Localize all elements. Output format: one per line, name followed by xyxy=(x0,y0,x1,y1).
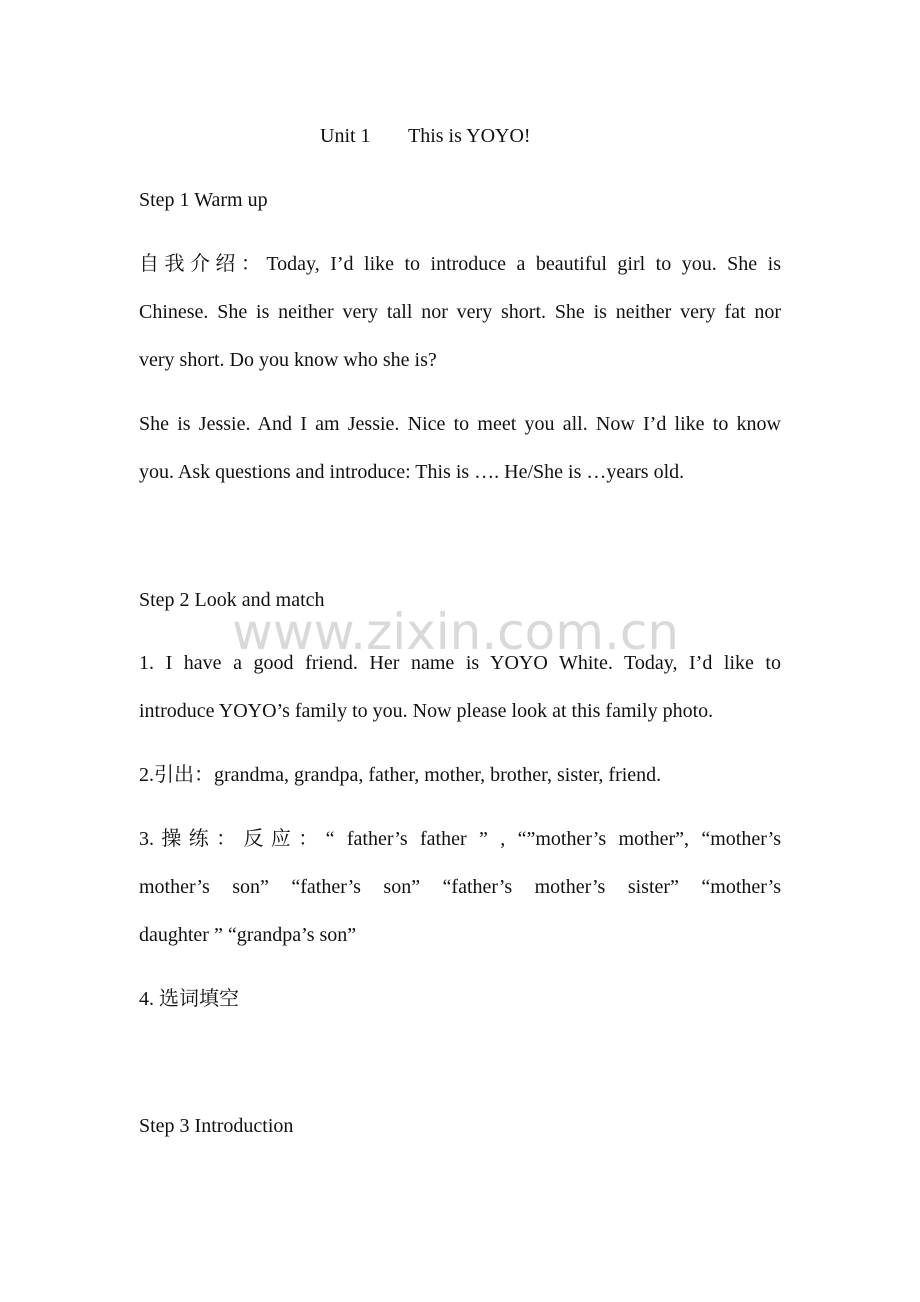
paragraph-2-line-2: you. Ask questions and introduce: This is …. He/She is …years old. xyxy=(139,461,685,483)
item-2: 2.引出：grandma, grandpa, father, mother, brother, sister, friend. xyxy=(139,764,662,786)
paragraph-1-line-2: Chinese. She is neither very tall nor very short. She is neither very fat nor xyxy=(139,301,781,323)
paragraph-2-line-1: She is Jessie. And I am Jessie. Nice to meet you all. Now I’d like to know xyxy=(139,413,781,435)
item-3-line-2: mother’s son” “father’s son” “father’s mother’s sister” “mother’s xyxy=(139,876,781,898)
item-3-line-3: daughter ” “grandpa’s son” xyxy=(139,924,357,946)
step2-heading: Step 2 Look and match xyxy=(139,589,325,611)
item-4: 4. 选词填空 xyxy=(139,988,239,1010)
title-unit: Unit 1 xyxy=(320,125,371,147)
paragraph-1-line-1: 自我介绍：Today, I’d like to introduce a beautiful girl to you. She is xyxy=(139,253,781,275)
item-1-line-1: 1. I have a good friend. Her name is YOYO White. Today, I’d like to xyxy=(139,652,781,674)
page-title xyxy=(320,124,531,148)
title-text: This is YOYO! xyxy=(408,125,531,147)
item-3-line-1: 3.操练：反应：“ father’s father ” , “”mother’s mother”, “mother’s xyxy=(139,828,781,850)
watermark: www.zixin.com.cn xyxy=(232,603,680,661)
paragraph-1-line-3: very short. Do you know who she is? xyxy=(139,349,437,371)
item-1-line-2: introduce YOYO’s family to you. Now please look at this family photo. xyxy=(139,700,714,722)
step3-heading: Step 3 Introduction xyxy=(139,1115,294,1137)
step1-heading: Step 1 Warm up xyxy=(139,189,268,211)
